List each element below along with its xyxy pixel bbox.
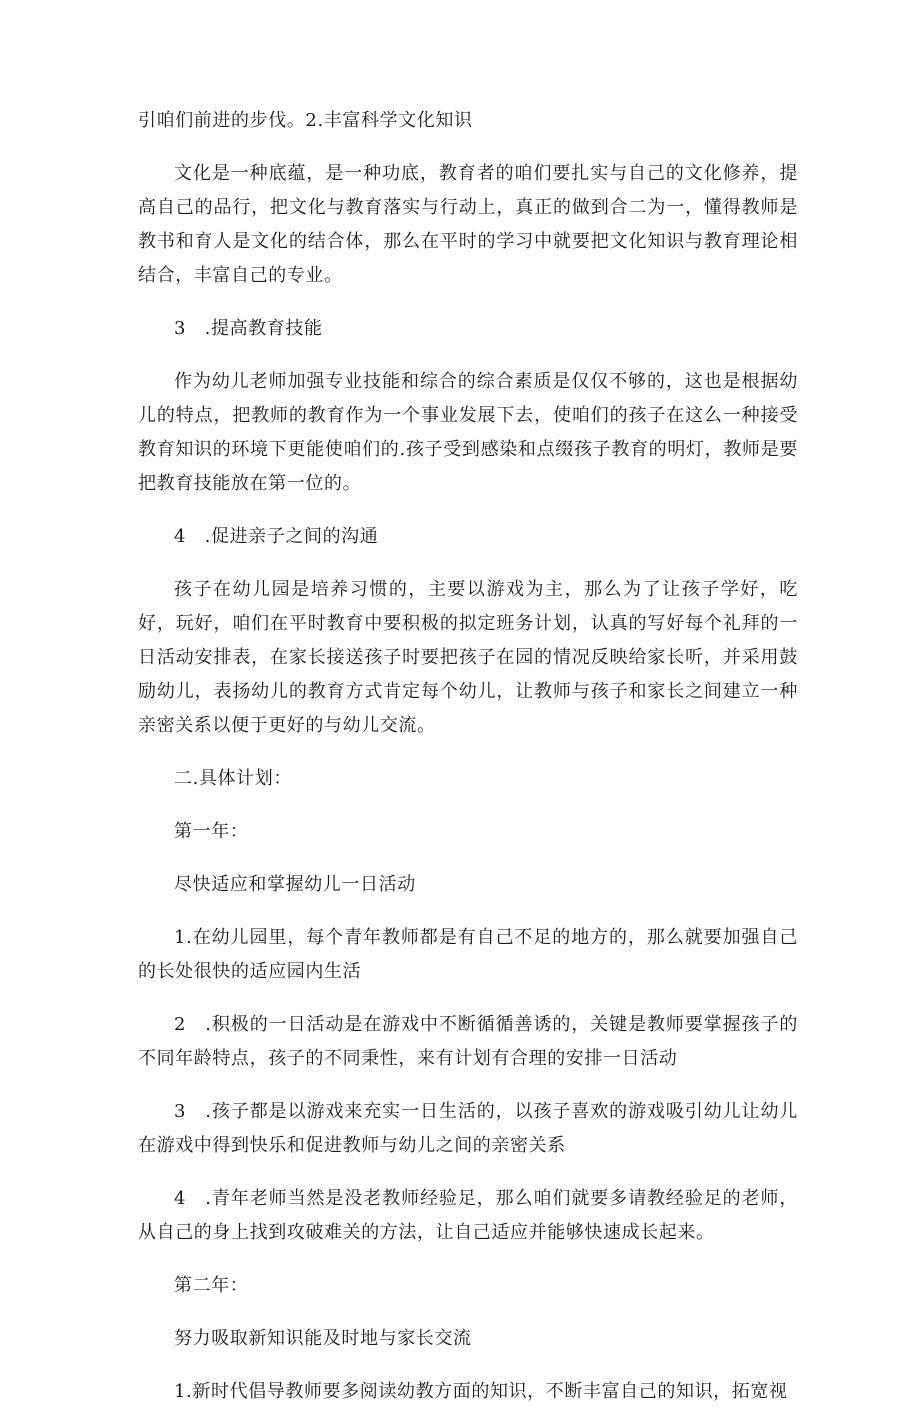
paragraph-1: 文化是一种底蕴，是一种功底，教育者的咱们要扎实与自己的文化修养，提高自己的品行，把文化与教育落实与行动上，真正的做到合二为一，懂得教师是教书和育人是文化的结合体，那么在平时的学习中就要把文化知识与教育理论相结合，丰富自己的专业。 (138, 163, 798, 286)
document-page (138, 104, 798, 1428)
paragraph-5: 孩子在幼儿园是培养习惯的，主要以游戏为主，那么为了让孩子学好，吃好，玩好，咱们在平时教育中要积极的拟定班务计划，认真的写好每个礼拜的一日活动安排表，在家长接送孩子时要把孩子在园的情况反映给家长听，并采用鼓励幼儿，表扬幼儿的教育方式肯定每个幼儿，让教师与孩子和家长之间建立一种亲密关系以便于更好的与幼儿交流。 (138, 579, 798, 736)
paragraph-3: 作为幼儿老师加强专业技能和综合的综合素质是仅仅不够的，这也是根据幼儿的特点，把教师的教育作为一个事业发展下去，使咱们的孩子在这么一种接受教育知识的环境下更能使咱们的.孩子受到感染和点缀孩子教育的明灯，教师是要把教育技能放在第一位的。 (138, 371, 798, 494)
paragraph-0: 引咱们前进的步伐。2.丰富科学文化知识 (138, 110, 473, 131)
paragraph-10: 2 .积极的一日活动是在游戏中不断循循善诱的，关键是教师要掌握孩子的不同年龄特点，孩子的不同秉性，来有计划有合理的安排一日活动 (138, 1014, 798, 1069)
paragraph-7: 第一年： (174, 821, 249, 842)
paragraph-11: 3 .孩子都是以游戏来充实一日生活的，以孩子喜欢的游戏吸引幼儿让幼儿在游戏中得到快乐和促进教师与幼儿之间的亲密关系 (138, 1101, 798, 1156)
paragraph-6: 二.具体计划： (174, 768, 292, 789)
paragraph-9: 1.在幼儿园里，每个青年教师都是有自己不足的地方的，那么就要加强自己的长处很快的适应园内生活 (138, 927, 798, 982)
paragraph-15: 1.新时代倡导教师要多阅读幼教方面的知识，不断丰富自己的知识，拓宽视 (174, 1381, 788, 1402)
paragraph-2: 3 .提高教育技能 (174, 318, 323, 339)
paragraph-8: 尽快适应和掌握幼儿一日活动 (174, 874, 416, 895)
paragraph-12: 4 .青年老师当然是没老教师经验足，那么咱们就要多请教经验足的老师，从自己的身上找到攻破难关的方法，让自己适应并能够快速成长起来。 (138, 1188, 798, 1243)
paragraph-4: 4 .促进亲子之间的沟通 (174, 526, 379, 547)
paragraph-13: 第二年： (174, 1275, 249, 1296)
paragraph-14: 努力吸取新知识能及时地与家长交流 (174, 1328, 472, 1349)
